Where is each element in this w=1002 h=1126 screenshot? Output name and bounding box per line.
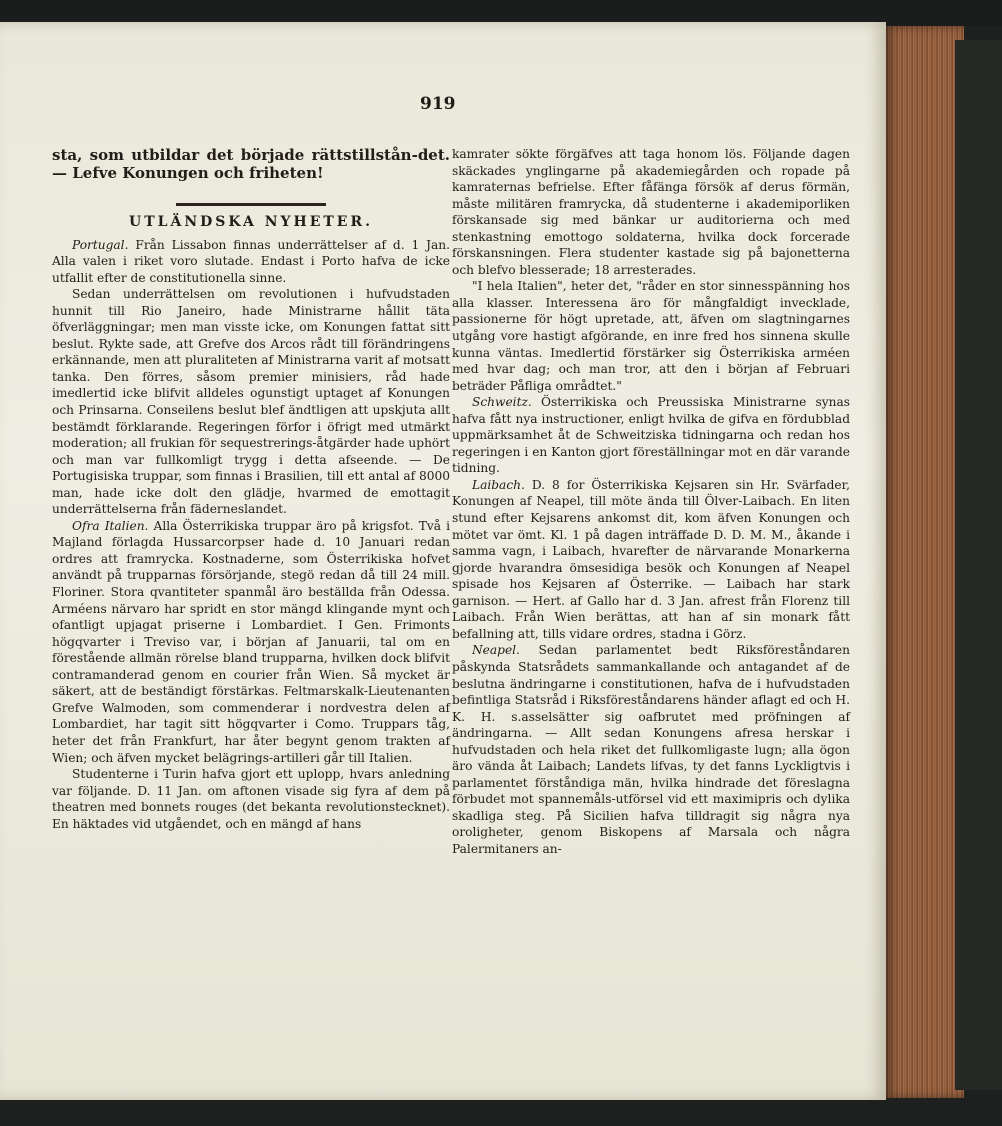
article-place: Laibach.: [472, 477, 525, 492]
article-place: Schweitz.: [472, 395, 532, 410]
article-text: Alla Österrikiska truppar äro på krigsfot. Två i Majland förlagda Hussarcorpser hade d. 10 Januari redan ordres att framrycka. Kostnaderne, som Österrikiska hofvet användt på trupparnas försörjande, stegö redan då till 24 mill. Floriner. Stora qvantiteter spanmål äro beställda från Odessa. Arméens närvaro har spridt en stor mängd klingande mynt och ofantligt upjagat priserne i Lombardiet. I Gen. Frimonts högqvarter i Treviso var, i början af Januarii, tal om en förestående allmän rörelse bland trupparna, hvilken dock blifvit contramanderad genom en courier från Wien. Så mycket är säkert, att de beständigt förstärkas. Feltmarskalk-Lieutenanten Grefve Walmoden, som commenderar i nordvestra delen af Lombardiet, har tagit sitt högqvarter i Como. Truppars tåg, heter det från Frankfurt, har åter begynt genom trakten af Wien; och äfven mycket belägrings-artilleri går till Italien.: [52, 518, 451, 765]
article-text: kamrater sökte förgäfves att taga honom lös. Följande dagen skäckades ynglingarne på akademiegården och ropade på kamraternas befrielse. Efter fåfänga försök af derus förmän, måste militären framrycka, då studenterne i akademiporliken förskansade sig med bänkar ur auditorierna och med stenkastning emottogo soldaterna, hvilka dock forcerade förskansningen. Flera studenter kastade sig på bajonetterna och blefvo blesserade; 18 arresterades.: [452, 147, 850, 277]
book-page-edges: [884, 26, 964, 1098]
lead-text: sta, som utbildar det började rättstillstån-det. — Lefve Konungen och friheten!: [52, 146, 450, 182]
article-place: Neapel.: [472, 643, 520, 658]
article-text: "I hela Italien", heter det, "råder en stor sinnesspänning hos alla klasser. Interessena äro för mångfaldigt invecklade, passionerne för högt upretade, att, äfven om slagtningarnes utgång vore hastigt afgörande, en inre fred hos sinnena skulle kunna väntas. Imedlertid förstärker sig Österrikiska arméen med hvar dag; och man tror, att den i början af Februari beträder Påfliga områdtet.": [452, 279, 850, 393]
article-text: Studenterne i Turin hafva gjort ett uplopp, hvars anledning var följande. D. 11 Jan. om aftonen visade sig fyra af dem på theatren med bonnets rouges (det bekanta revolutionstecknet). En häktades vid utgåendet, och en mängd af hans: [52, 767, 450, 831]
article-portugal: [52, 237, 450, 287]
left-column: [52, 146, 450, 832]
article-italien-quote: [452, 278, 850, 394]
article-portugal-cont: [52, 286, 450, 518]
right-column: [452, 146, 850, 858]
book-cover-edge: [955, 40, 1002, 1090]
article-text: Från Lissabon finnas underrättelser af d. 1 Jan. Alla valen i riket voro slutade. Endast i Porto hafva de icke utfallit efter de constitutionella sinne.: [52, 237, 450, 285]
article-place: Portugal.: [72, 237, 129, 252]
article-text: Österrikiska och Preussiska Ministrarne synas hafva fått nya instructioner, enligt hvilka de gifva en fördubblad uppmärksamhet åt de Schweitziska tidningarna och redan hos regeringen i en Kanton gjort föreställningar mot en där varande tidning.: [452, 395, 851, 476]
article-schweitz: [452, 394, 850, 477]
article-text: D. 8 for Österrikiska Kejsaren sin Hr. Svärfader, Konungen af Neapel, till möte ända till Ölver-Laibach. En liten stund efter Kejsarens ankomst dit, kom äfven Konungen och mötet var ömt. Kl. 1 på dagen inträffade D. D. M. M., åkande i samma vagn, i Laibach, hvarefter de närvarande Monarkerna gjorde hvarandra ömsesidiga besök och Konungen af Neapel spisade hos Kejsaren af Österrike. — Laibach har stark garnison. — Hert. af Gallo har d. 3 Jan. afrest från Florenz till Laibach. Från Wien berättas, att han af sin monark fått befallning att, tills vidare ordres, stadna i Görz.: [452, 477, 850, 641]
article-turin: [52, 766, 450, 832]
article-text: Sedan underrättelsen om revolutionen i hufvudstaden hunnit till Rio Janeiro, hade Ministrarne hållit täta öfverläggningar; men man visste icke, om Konungen fattat sitt beslut. Rykte sade, att Grefve dos Arcos rådt till förändringens erkännande, men att pluraliteten af Ministrarna varit af motsatt tanka. Den förres, såsom premier minisiers, råd hade imedlertid icke blifvit alldeles ogunstigt uptaget af Konungen och Prinsarna. Conseilens beslut blef ändtligen att upskjuta allt bestämdt förklarande. Regeringen förfor i öfrigt med utmärkt moderation; all frukian för sequestrerings-åtgärder hade uphört och man var fullkomligt trygg i detta afseende. — De Portugisiska truppar, som finnas i Brasilien, till ett antal af 8000 man, hade icke dolt den glädje, hvarmed de emottagit underrättelserna från fäderneslandet.: [52, 287, 450, 517]
article-place: Ofra Italien.: [72, 518, 149, 533]
article-ofra-italien: [52, 518, 450, 766]
article-turin-cont: [452, 146, 850, 278]
section-heading: UTLÄNDSKA NYHETER.: [128, 214, 373, 230]
separator: [52, 196, 450, 200]
separator-rule: [176, 203, 326, 206]
article-text: Sedan parlamentet bedt Riksföreståndaren påskynda Statsrådets sammankallande och antagandet af de beslutna ändringarne i constitutionen, hafva de i hufvudstaden befintliga Statsråd i Riksföreståndarens händer aflagt ed och H. K. H. s.asselsätter sig oafbrutet med pröfningen af ändringarna. — Allt sedan Konungens afresa herskar i hufvudstaden och hela riket det fullkomligaste lugn; alla ögon äro vända åt Laibach; Landets lifvas, ty det fanns Lyckligtvis i parlamentet förståndiga män, hvilka hindrade det föreslagna förbudet mot spannemåls-utförsel vid ett maximipris och dylika skadliga steg. På Sicilien hafva tilldragit sig några nya oroligheter, genom Biskopens af Marsala och några Palermitaners an-: [452, 643, 850, 856]
article-laibach: [452, 477, 850, 642]
page-number: 919: [420, 94, 456, 114]
newspaper-page: [0, 22, 886, 1100]
article-neapel: [452, 642, 850, 857]
